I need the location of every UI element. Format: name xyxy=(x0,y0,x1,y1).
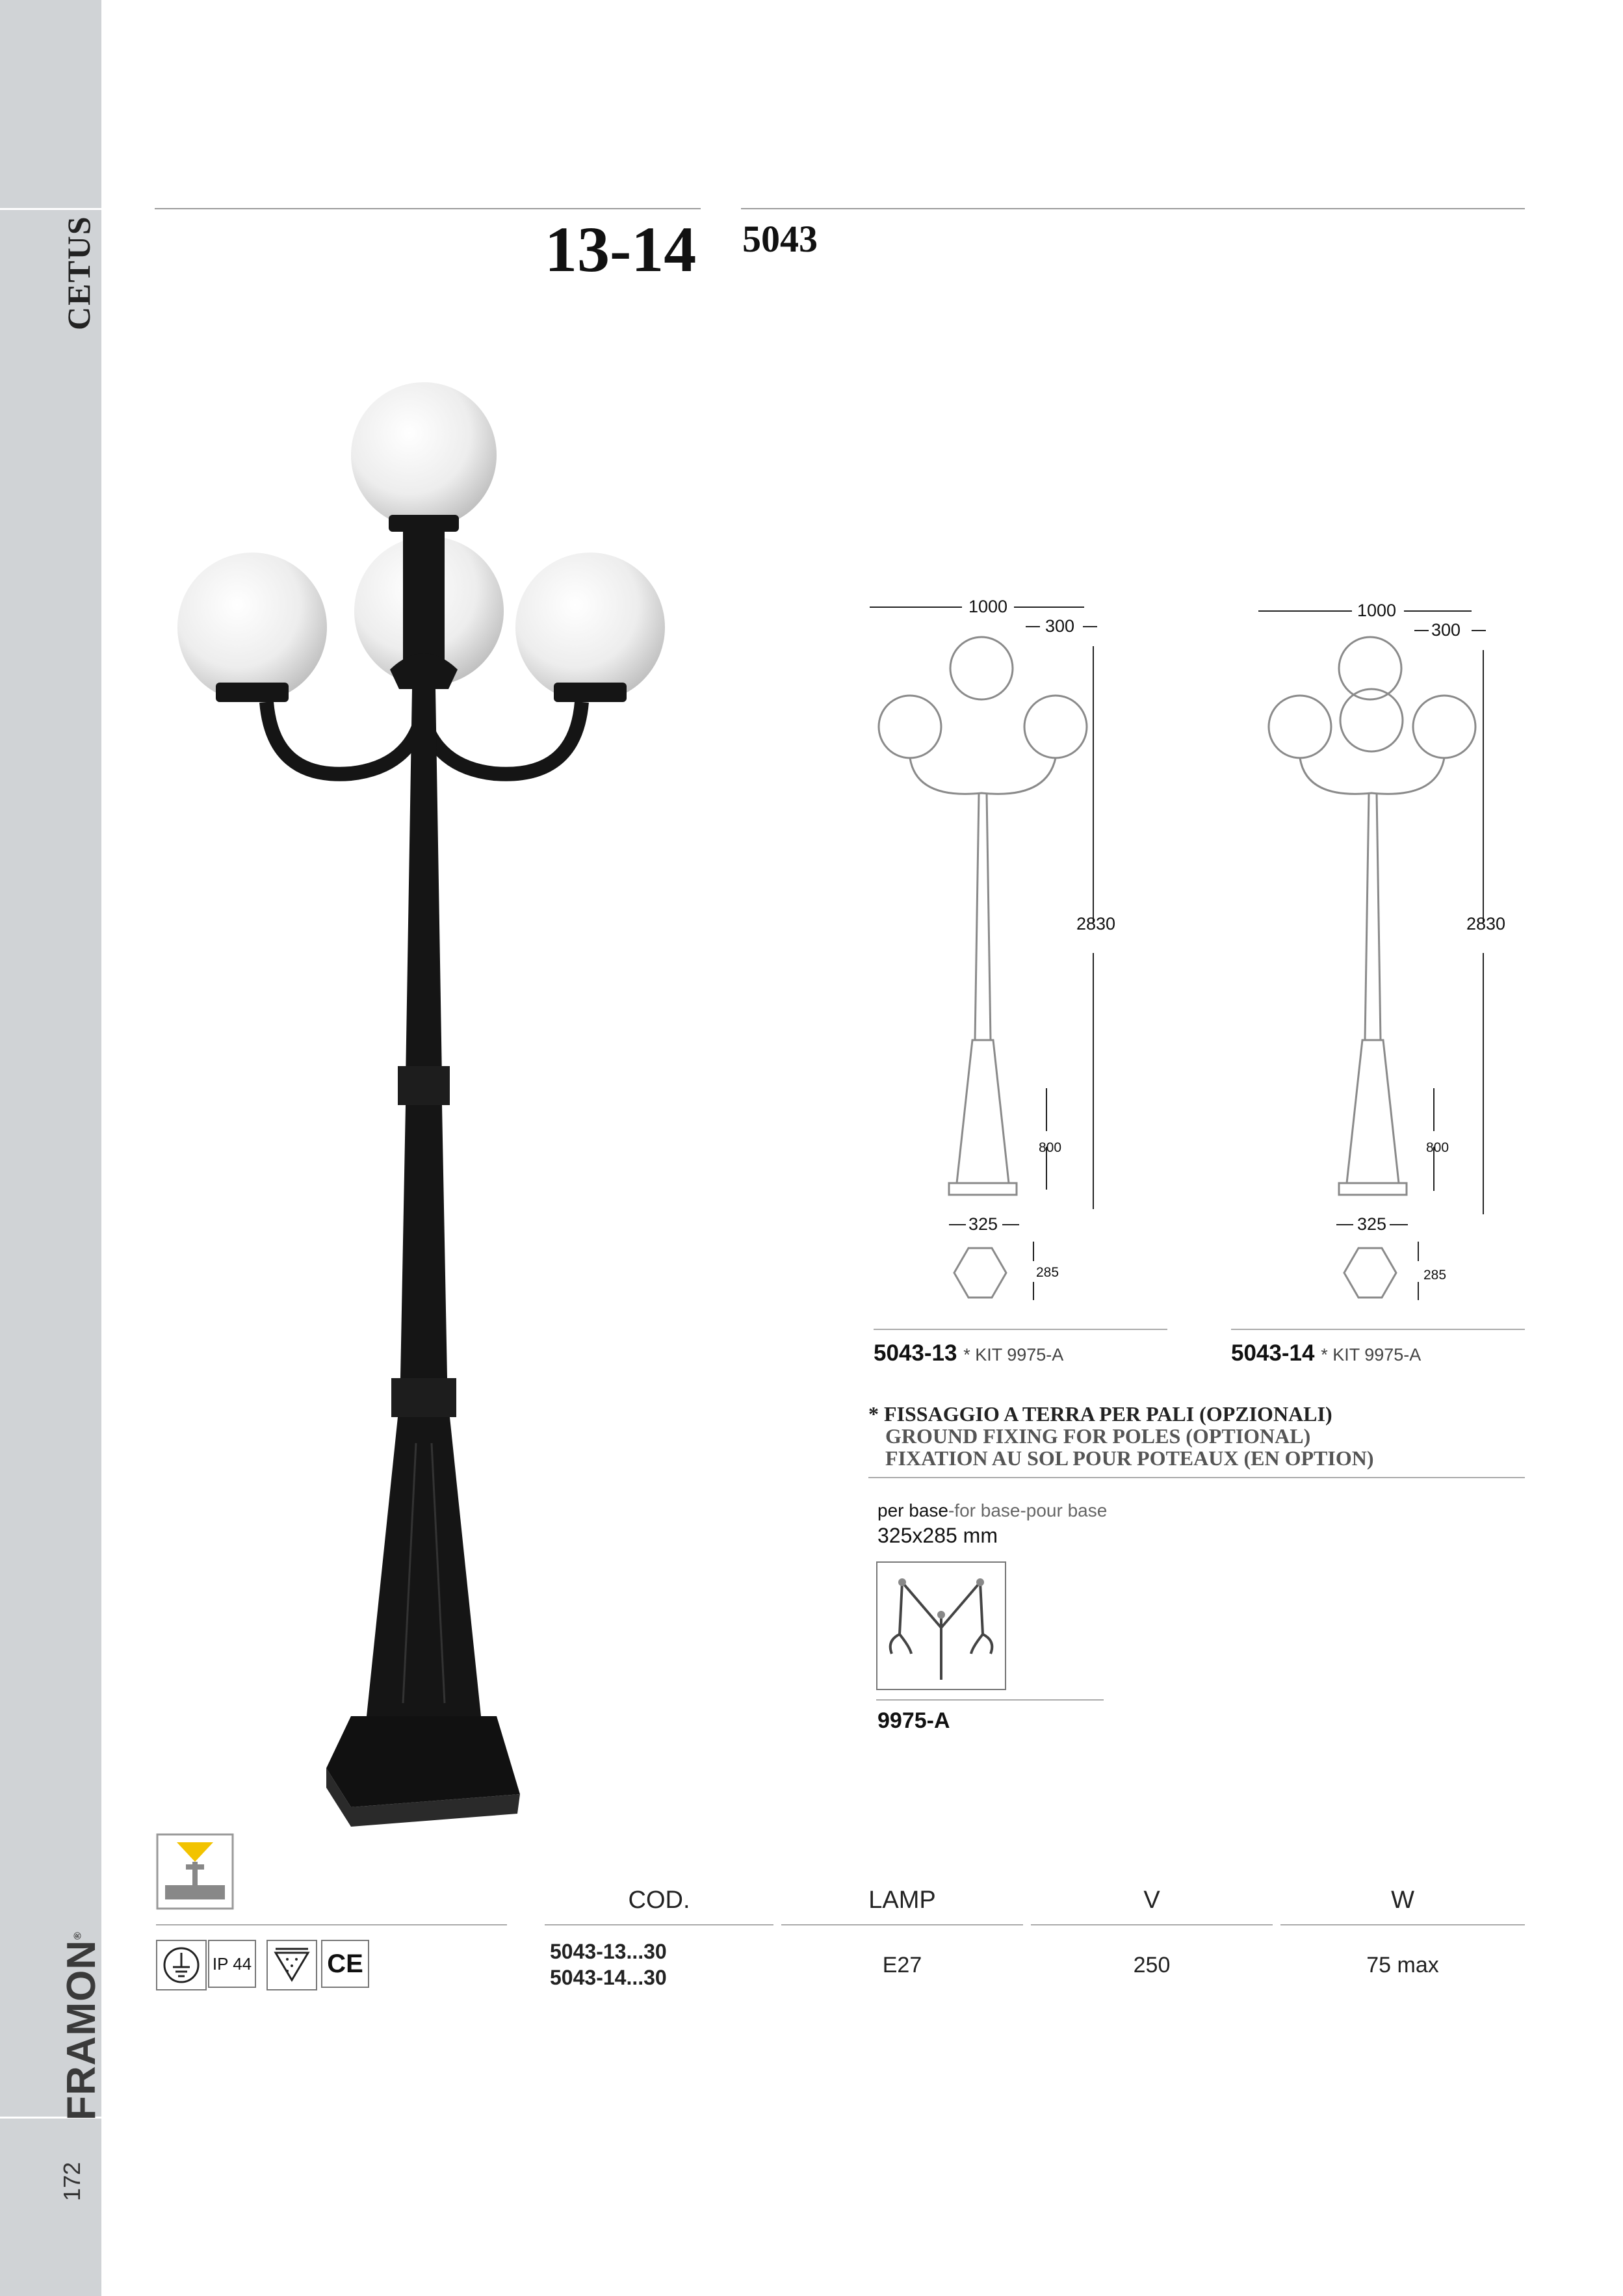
earth-ground-icon xyxy=(156,1940,207,1990)
flammable-surface-icon xyxy=(266,1940,317,1990)
sidebar-divider xyxy=(0,208,101,210)
ce-mark-icon: CE xyxy=(321,1940,369,1988)
model-label-5043-14: 5043-14 * KIT 9975-A xyxy=(1231,1340,1422,1366)
divider xyxy=(876,1699,1104,1701)
globe xyxy=(515,553,665,702)
divider xyxy=(874,1329,1167,1330)
table-cell-watt: 75 max xyxy=(1366,1953,1439,1977)
dim-height: 2830 xyxy=(1466,914,1506,933)
dim-arm: 300 xyxy=(1431,620,1461,640)
technical-drawings xyxy=(858,585,1534,1339)
model-label-5043-13: 5043-13 * KIT 9975-A xyxy=(874,1340,1064,1366)
table-cell-code: 5043-14...30 xyxy=(550,1966,667,1989)
dim-base-depth: 285 xyxy=(1036,1265,1059,1280)
ip-rating-icon: IP 44 xyxy=(208,1940,256,1988)
dim-base-depth: 285 xyxy=(1423,1268,1447,1283)
globe xyxy=(351,382,497,528)
dim-base-width: 325 xyxy=(968,1214,998,1234)
globe xyxy=(177,553,327,702)
light-direction-icon xyxy=(156,1833,234,1910)
brand-logo: FRAMON® xyxy=(59,1931,104,2120)
page-title-code: 5043 xyxy=(742,218,818,260)
divider xyxy=(868,1477,1525,1478)
dim-base-height: 800 xyxy=(1039,1140,1062,1155)
kit-code: 9975-A xyxy=(877,1708,950,1733)
series-name: CETUS xyxy=(60,215,97,330)
dim-arm: 300 xyxy=(1045,616,1075,636)
header-rule xyxy=(155,208,701,209)
dim-height: 2830 xyxy=(1076,914,1116,933)
table-header-volt: V xyxy=(1143,1886,1160,1914)
table-header-watt: W xyxy=(1391,1886,1414,1914)
table-cell-lamp: E27 xyxy=(882,1953,922,1977)
kit-9975-a-image xyxy=(876,1561,1006,1690)
table-rule xyxy=(1280,1924,1525,1925)
table-cell-code: 5043-13...30 xyxy=(550,1940,667,1963)
table-cell-volt: 250 xyxy=(1133,1953,1171,1977)
per-base-text: per base-for base-pour base xyxy=(877,1500,1108,1520)
table-header-code: COD. xyxy=(628,1886,690,1914)
page-title-number: 13-14 xyxy=(545,213,697,285)
optional-note-en: GROUND FIXING FOR POLES (OPTIONAL) xyxy=(885,1424,1311,1448)
base-size: 325x285 mm xyxy=(877,1524,998,1547)
table-rule xyxy=(1031,1924,1273,1925)
table-rule xyxy=(781,1924,1023,1925)
product-photo xyxy=(156,364,689,1840)
header-rule xyxy=(741,208,1525,209)
optional-note-fr: FIXATION AU SOL POUR POTEAUX (EN OPTION) xyxy=(885,1446,1374,1470)
table-header-lamp: LAMP xyxy=(868,1886,936,1914)
dim-width-total: 1000 xyxy=(968,597,1008,616)
table-rule xyxy=(545,1924,773,1925)
divider xyxy=(156,1924,507,1925)
divider xyxy=(1231,1329,1525,1330)
dim-base-width: 325 xyxy=(1357,1214,1387,1234)
page-number: 172 xyxy=(58,2161,85,2201)
optional-note-it: * FISSAGGIO A TERRA PER PALI (OPZIONALI) xyxy=(868,1402,1332,1426)
dim-base-height: 800 xyxy=(1426,1140,1449,1155)
dim-width-total: 1000 xyxy=(1357,601,1397,620)
